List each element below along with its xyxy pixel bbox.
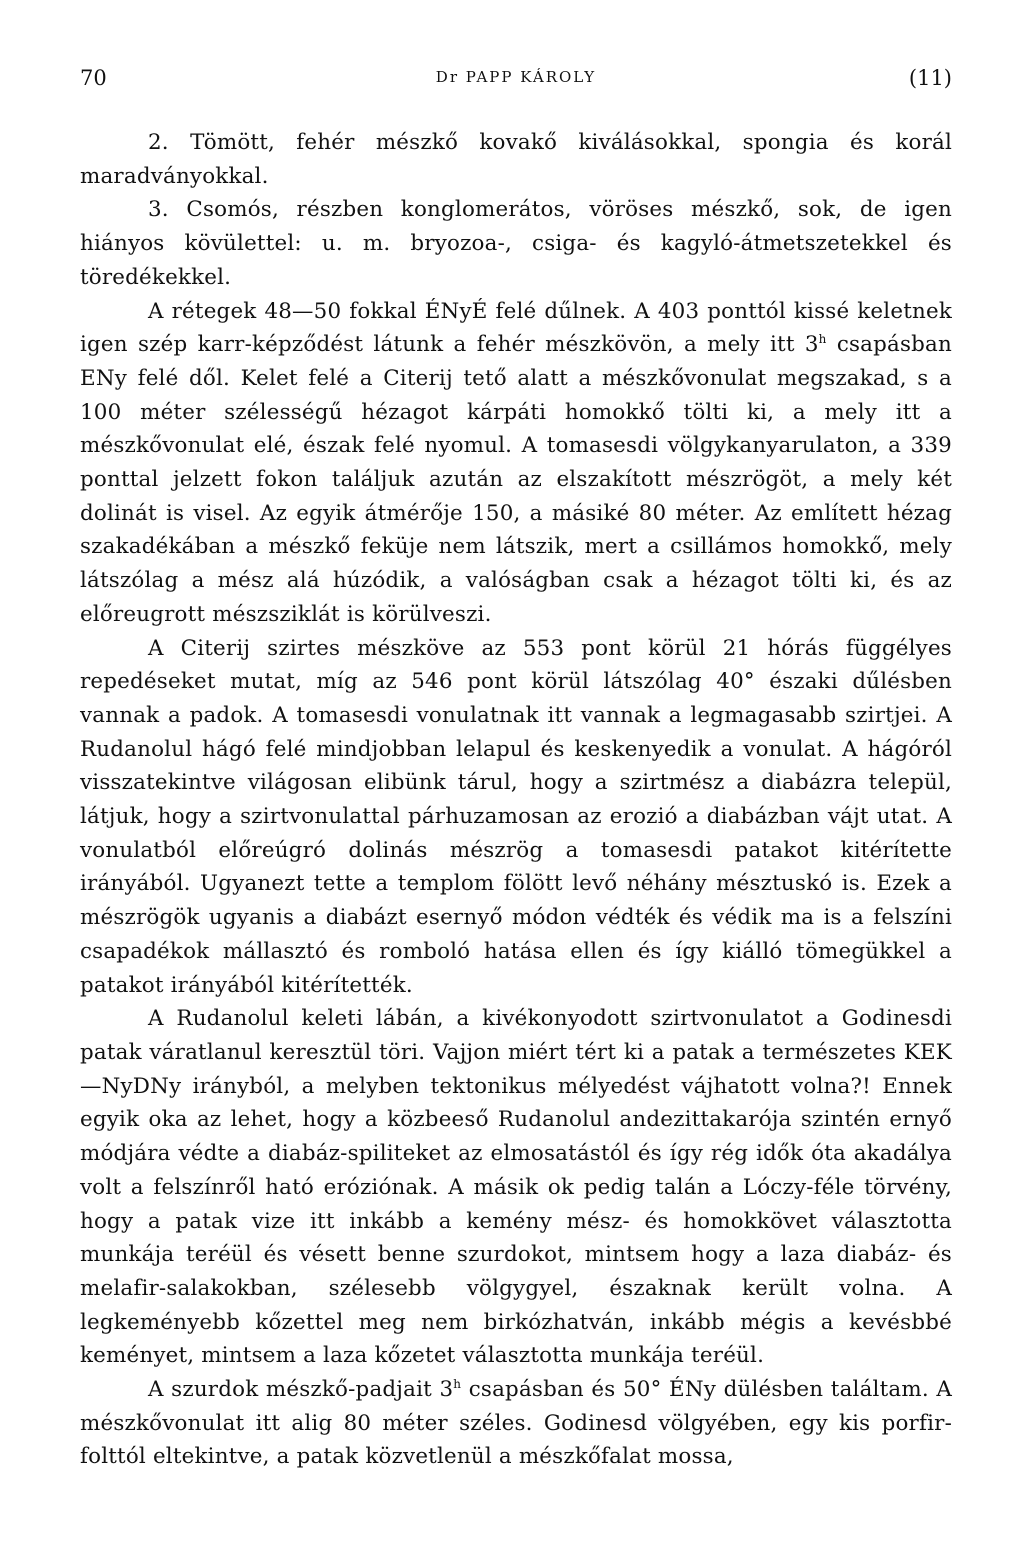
paragraph-item-2: 2. Tömött, fehér mészkő kovakő kiválásokkal, spongia és korál maradványokkal. <box>80 130 952 189</box>
hour-superscript: h <box>453 1377 462 1392</box>
body-text <box>80 126 952 1474</box>
section-number: (11) <box>908 66 952 90</box>
running-author: Dr PAPP KÁROLY <box>435 68 597 86</box>
paragraph-rudanolul: A Rudanolul keleti lábán, a kivékonyodott szirtvonulatot a Godinesdi patak váratlanul keresztül töri. Vajjon miért tért ki a patak a természetes KEK—NyDNy irányból, a melyben tektonikus mélyedést vájhatott volna?! Ennek egyik oka az lehet, hogy a közbeeső Rudanolul andezittakarója szintén ernyő módjára védte a diabáz-spiliteket az elmosatástól és így rég idők óta akadálya volt a felszínről ható eróziónak. A másik ok pedig talán a Lóczy-féle törvény, hogy a patak vize itt inkább a kemény mész- és homokkövet választotta munkája teréül és vésett benne szurdokot, mintsem hogy a laza diabáz- és melafir-salakokban, szélesebb völgygyel, északnak került volna. A legkeményebb kőzettel meg nem birkózhatván, inkább mégis a kevésbbé keményet, mintsem a laza kőzetet választotta munkája teréül. <box>80 1006 952 1369</box>
paragraph-citerij: A Citerij szirtes mészköve az 553 pont körül 21 hórás függélyes repedéseket mutat, míg az 546 pont körül látszólag 40° északi dűlésben vannak a padok. A tomasesdi vonulatnak itt vannak a legmagasabb szirtjei. A Rudanolul hágó felé mindjobban lelapul és keskenyedik a vonulat. A hágóról visszatekintve világosan elibünk tárul, hogy a szirtmész a diabázra települ, látjuk, hogy a szirtvonulattal párhuzamosan az erozió a diabázban vájt utat. A vonulatból előreúgró dolinás mészrög a tomasesdi patakot kitérítette irányából. Ugyanezt tette a templom fölött levő néhány mésztuskó is. Ezek a mészrögök ugyanis a diabázt esernyő módon védték és védik ma is a felszíni csapadékok mállasztó és romboló hatása ellen és így kiálló tömegükkel a patakot irányából kitérítették. <box>80 635 952 998</box>
paragraph-gorge: A szurdok mészkő-padjait 3$^h$ csapásban és 50° ÉNy dülésben találtam. A mészkővonulat itt alig 80 méter széles. Godinesd völgyében, egy kis porfir-folttól eltekintve, a patak közvetlenül a mészkőfalat mossa, <box>80 1377 953 1470</box>
paragraph-strata: A rétegek 48—50 fokkal ÉNyÉ felé dűlnek. A 403 ponttól kissé keletnek igen szép karr-képződést látunk a fehér mészkövön, a mely itt 3$^h$ csapásban ENy felé dől. Kelet felé a Citerij tető alatt a mészkővonulat megszakad, s a 100 méter szélességű hézagot kárpáti homokkő tölti ki, a mely itt a mészkővonulat elé, észak felé nyomul. A tomasesdi völgykanyarulaton, a 339 ponttal jelzett fokon találjuk azután az elszakított mészrögöt, a mely két dolinát is visel. Az egyik átmérője 150, a másiké 80 méter. Az említett hézag szakadékában a mészkő feküje nem látszik, mert a csillámos homokkő, mely látszólag a mész alá húzódik, a valóságban csak a hézagot tölti ki, és az előreugrott mészsziklát is körülveszi. <box>80 298 952 627</box>
hour-superscript: h <box>818 332 827 347</box>
page-header <box>80 66 952 96</box>
paragraph-item-3: 3. Csomós, részben konglomerátos, vöröses mészkő, sok, de igen hiányos kövülettel: u. m. bryozoa-, csiga- és kagyló-átmetszetekkel és töredékekkel. <box>80 197 952 290</box>
page-number: 70 <box>80 66 107 90</box>
